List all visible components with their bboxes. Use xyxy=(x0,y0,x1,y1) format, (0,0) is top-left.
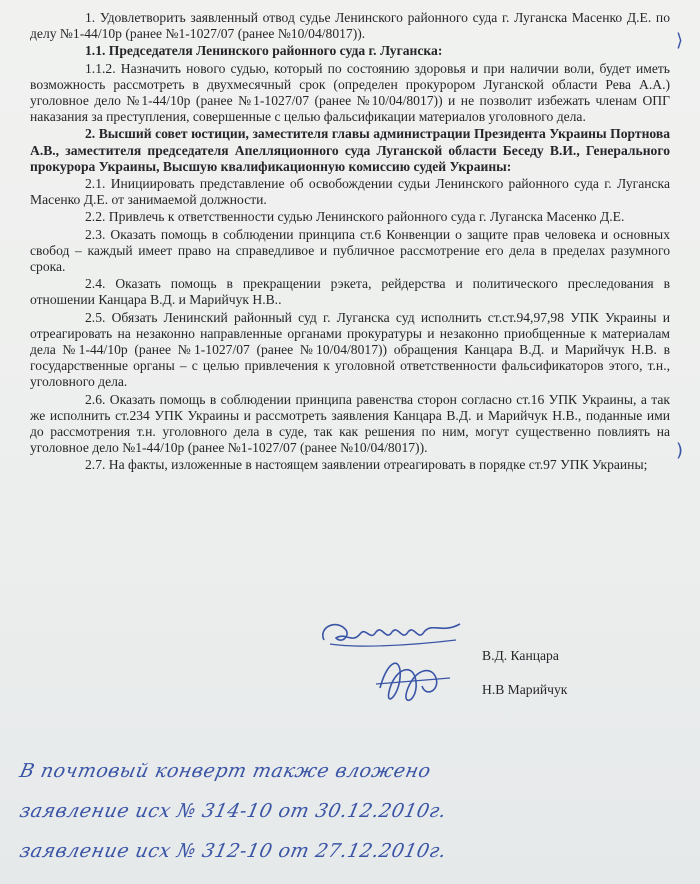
paragraph-1-1-2: 1.1.2. Назначить нового судью, который по состоянию здоровья и при наличии воли, будет иметь возможность рассмотреть в двухмесячный срок (определен прокурором Луганской области Рева А.А.) уголовное дело №1-44/10р (ранее №1-1027/07 (ранее №10/04/8017)) и не позволит избежать членам ОПГ наказания за преступления, совершенные с целью фальсификации материалов уголовного дела. xyxy=(30,60,670,125)
signatory-1-name: В.Д. Канцара xyxy=(482,648,559,663)
paragraph-2-6: 2.6. Оказать помощь в соблюдении принципа равенства сторон согласно ст.16 УПК Украины, а так же исполнить ст.234 УПК Украины и рассмотреть заявления Канцара В.Д. и Марийчук Н.В., поданные ими до рассмотрения т.н. уголовного дела в суде, так как решения по ним, могут существенно повлиять на уголовное дело №1-44/10р (ранее №1-1027/07 (ранее №10/04/8017)). xyxy=(30,391,670,456)
margin-bracket-mark: ) xyxy=(676,440,684,461)
signature-block xyxy=(300,612,660,712)
margin-bracket-mark: ⟩ xyxy=(676,30,684,51)
handwritten-note-line-2: заявление исх № 314-10 от 30.12.2010г. xyxy=(17,800,449,822)
document-body xyxy=(30,10,670,475)
paragraph-2-4: 2.4. Оказать помощь в прекращении рэкета, рейдерства и политического преследования в отношении Канцара В.Д. и Марийчук Н.В.. xyxy=(30,276,670,308)
paragraph-2-5: 2.5. Обязать Ленинский районный суд г. Луганска суд исполнить ст.ст.94,97,98 УПК Украины и отреагировать на незаконно направленные органами прокуратуры и незаконно приобщенные к материалам дела №1-44/10р (ранее №1-1027/07 (ранее №10/04/8017)) обращения Канцара В.Д. и Марийчук Н.В. в государственные органы – с целью привлечения к уголовной ответственности фальсификаторов этого, т.н., уголовного дела. xyxy=(30,309,670,390)
handwritten-note-line-3: заявление исх № 312-10 от 27.12.2010г. xyxy=(17,840,449,862)
paragraph-2-2: 2.2. Привлечь к ответственности судью Ленинского районного суда г. Луганска Масенко Д.Е. xyxy=(85,209,625,225)
paragraph-2-heading: 2. Высший совет юстиции, заместителя главы администрации Президента Украины Портнова А.В., заместителя председателя Апелляционного суда Луганской области Беседу В.И., Генерального прокурора Украины, Высшую квалификационную комиссию судей Украины: xyxy=(30,126,670,174)
paragraph-1: 1. Удовлетворить заявленный отвод судье Ленинского районного суда г. Луганска Масенко Д.Е. по делу №1-44/10р (ранее №1-1027/07 (ранее №10/04/8017)). xyxy=(30,10,670,42)
paragraph-2-7: 2.7. На факты, изложенные в настоящем заявлении отреагировать в порядке ст.97 УПК Украины; xyxy=(85,457,648,473)
paragraph-2-1: 2.1. Инициировать представление об освобождении судьи Ленинского районного суда г. Луганска Масенко Д.Е. от занимаемой должности. xyxy=(30,176,670,208)
paragraph-1-1-heading: 1.1. Председателя Ленинского районного суда г. Луганска: xyxy=(85,43,443,59)
paragraph-2-3: 2.3. Оказать помощь в соблюдении принципа ст.6 Конвенции о защите прав человека и основных свобод – каждый имеет право на справедливое и публичное рассмотрение его дела в пределах разумного срока. xyxy=(30,226,670,275)
signature-2-image xyxy=(370,648,460,712)
signatory-2-name: Н.В Марийчук xyxy=(482,682,568,697)
handwritten-note-line-1: В почтовый конверт также вложено xyxy=(17,760,433,782)
